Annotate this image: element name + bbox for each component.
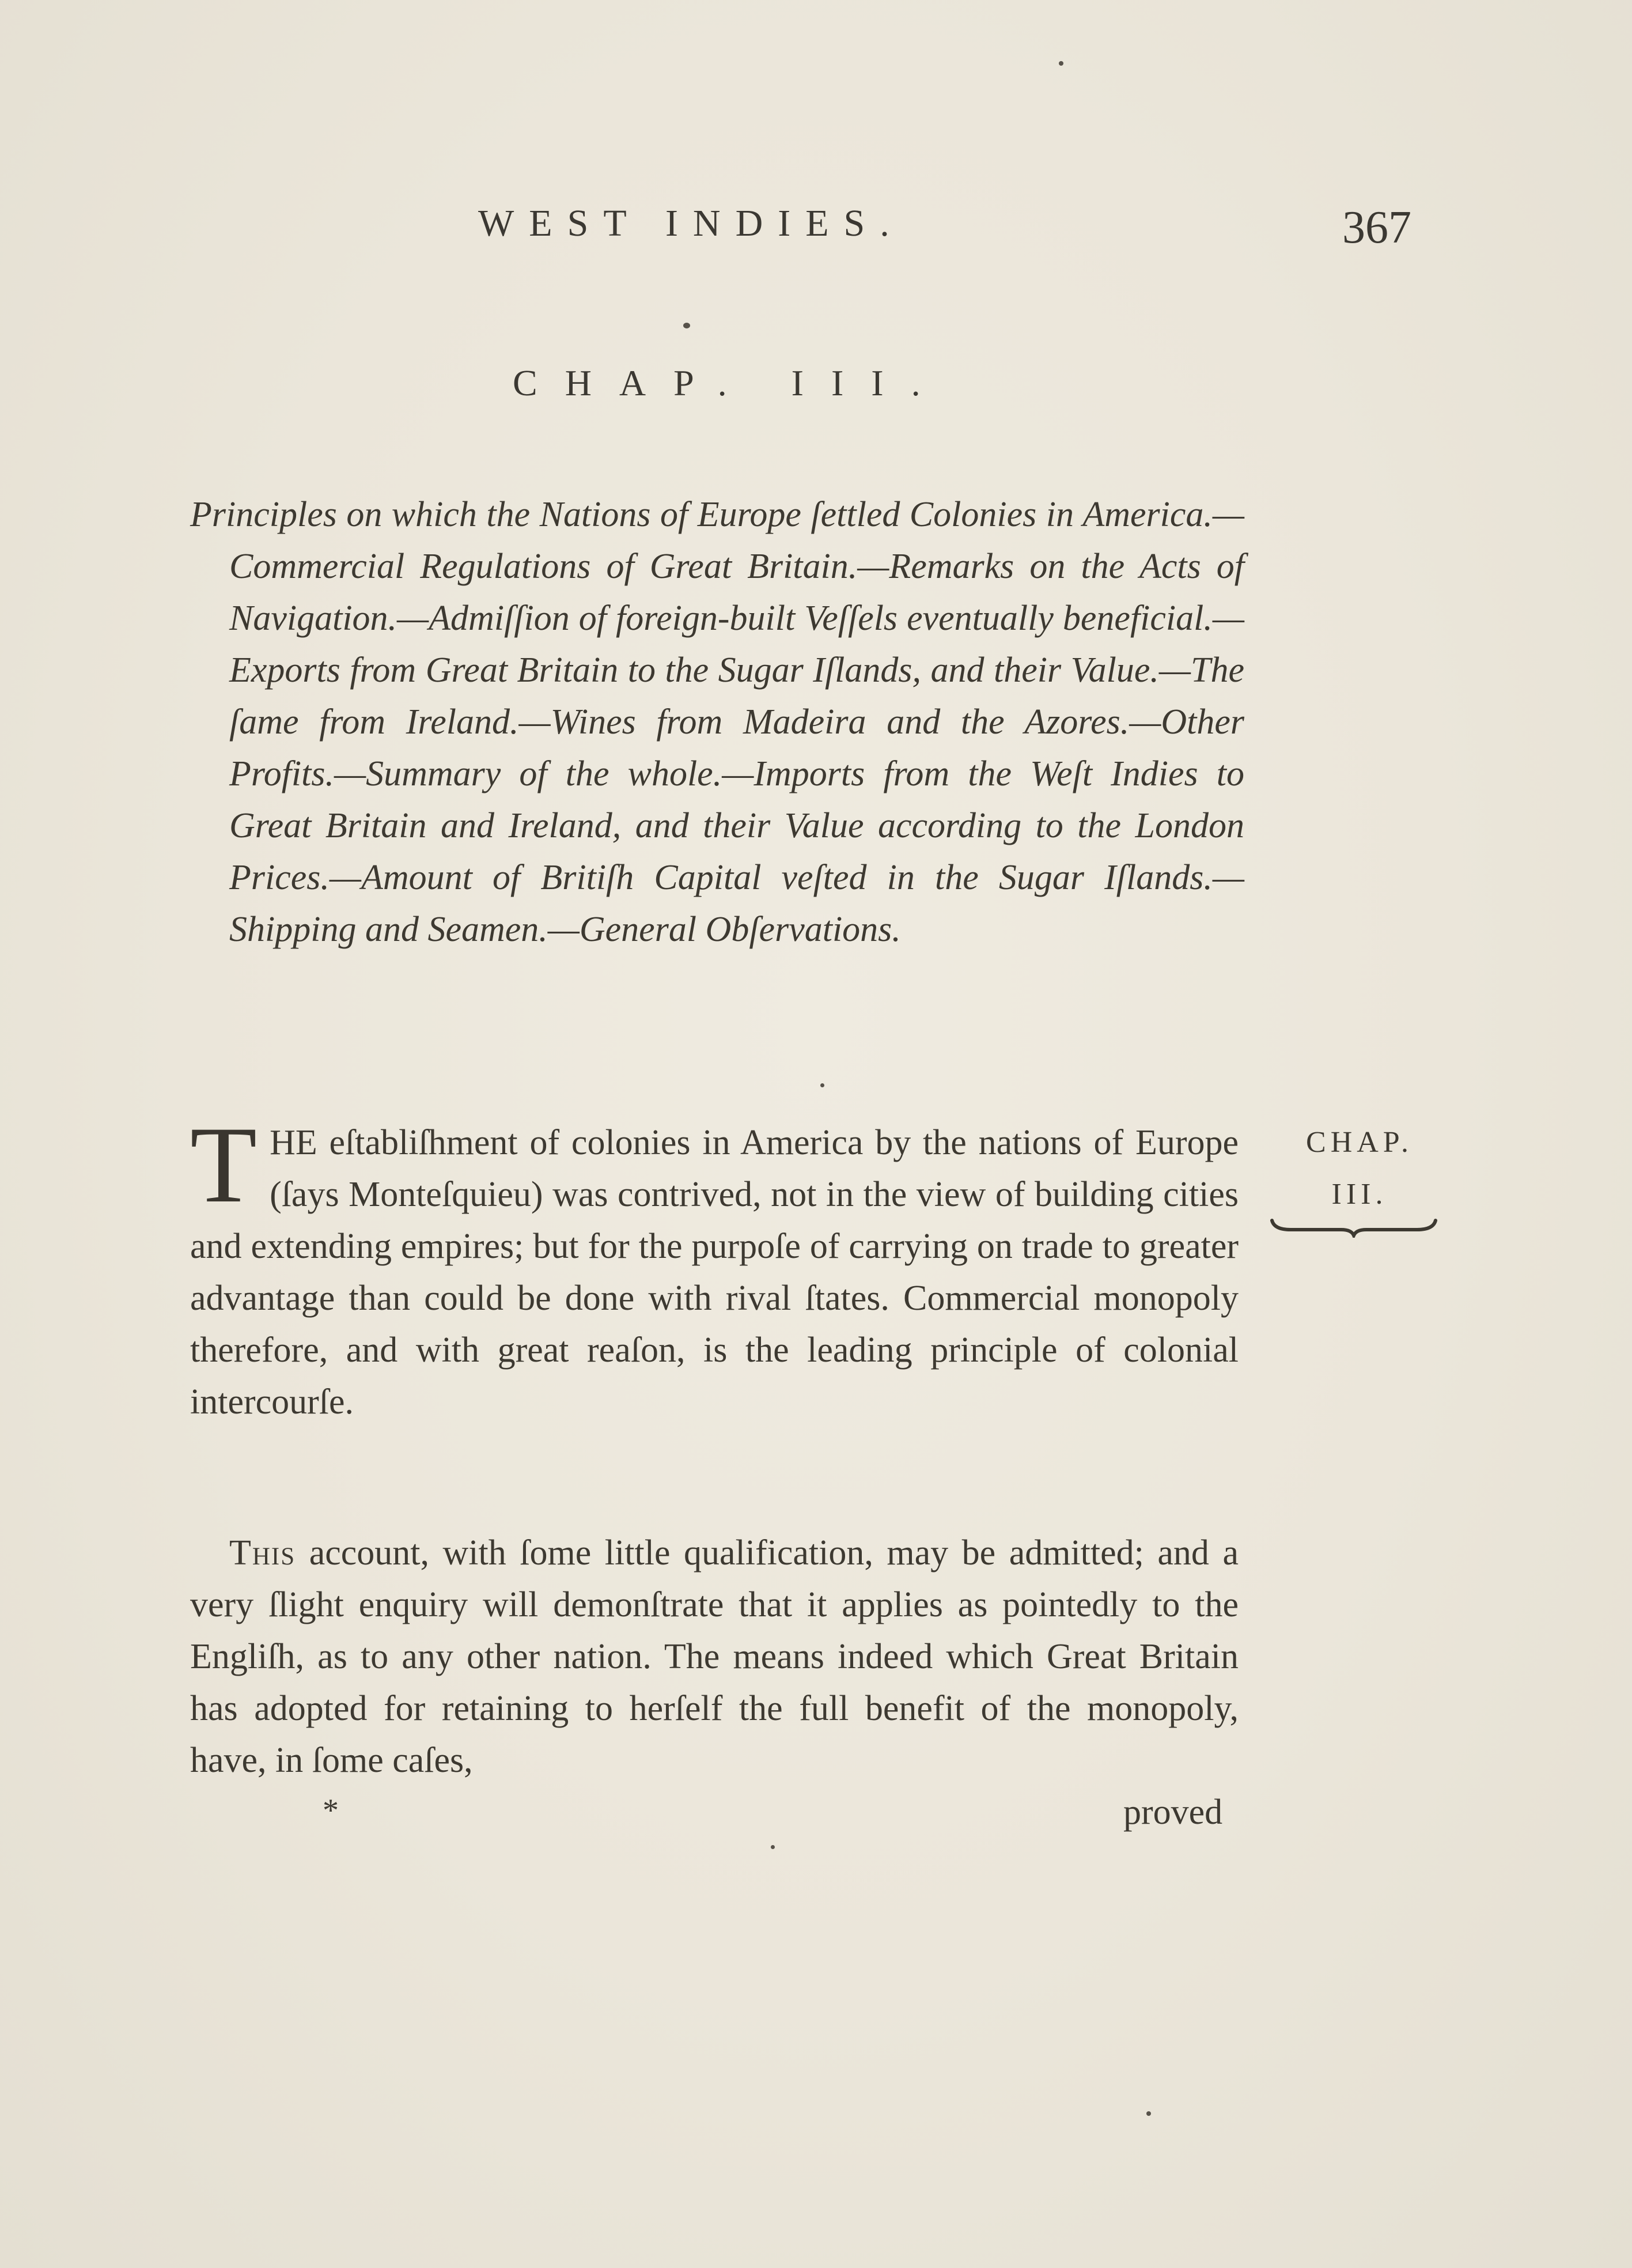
drop-cap: T <box>190 1105 258 1226</box>
margin-chap-number: III. <box>1331 1178 1388 1211</box>
chapter-summary: Principles on which the Nations of Europe ſettled Colonies in America.—Commercial Regulations of Great Britain.—Remarks on the Acts of Navigation.—Admiſſion of foreign-built Veſſels eventually beneficial.—Exports from Great Britain to the Sugar Iſlands, and their Value.—The ſame from Ireland.—Wines from Madeira and the Azores.—Other Profits.—Summary of the whole.—Imports from the Weſt Indies to Great Britain and Ireland, and their Value according to the London Prices.—Amount of Britiſh Capital veſted in the Sugar Iſlands.—Shipping and Seamen.—General Obſervations. <box>190 495 1244 949</box>
ink-speck <box>1146 2111 1151 2116</box>
running-head: WEST INDIES. <box>478 202 904 244</box>
paragraph-1 <box>190 1105 1239 1428</box>
signature-mark: * <box>323 1793 339 1828</box>
margin-chapter-note <box>1267 1117 1452 1220</box>
paragraph-2-lead: This <box>229 1533 296 1573</box>
paragraph-2 <box>190 1527 1239 1786</box>
chapter-title: CHAP. III. <box>513 362 948 403</box>
brace-stroke <box>1272 1220 1436 1235</box>
page-number: 367 <box>1342 202 1411 253</box>
brace-ornament <box>1267 1215 1440 1238</box>
paragraph-2-text: account, with ſome little qualification, may be admitted; and a very ſlight enquiry will demonſtrate that it applies as pointedly to the Engliſh, as to any other nation. The means indeed which Great Britain has adopted for retaining to herſelf the full benefit of the monopoly, have, in ſome caſes, <box>190 1533 1239 1780</box>
ink-speck <box>820 1083 824 1087</box>
ink-speck <box>1059 61 1063 66</box>
catchword: proved <box>1123 1793 1223 1832</box>
ink-speck <box>683 323 690 328</box>
margin-chap-label: CHAP. <box>1306 1126 1413 1159</box>
ink-speck <box>771 1845 775 1849</box>
paragraph-1-text: HE eſtabliſhment of colonies in America by the nations of Europe (ſays Monteſquieu) was contrived, not in the view of building cities and extending empires; but for the purpoſe of carrying on trade to greater advantage than could be done with rival ſtates. Commercial monopoly therefore, and with great reaſon, is the leading principle of colonial intercourſe. <box>190 1123 1239 1422</box>
